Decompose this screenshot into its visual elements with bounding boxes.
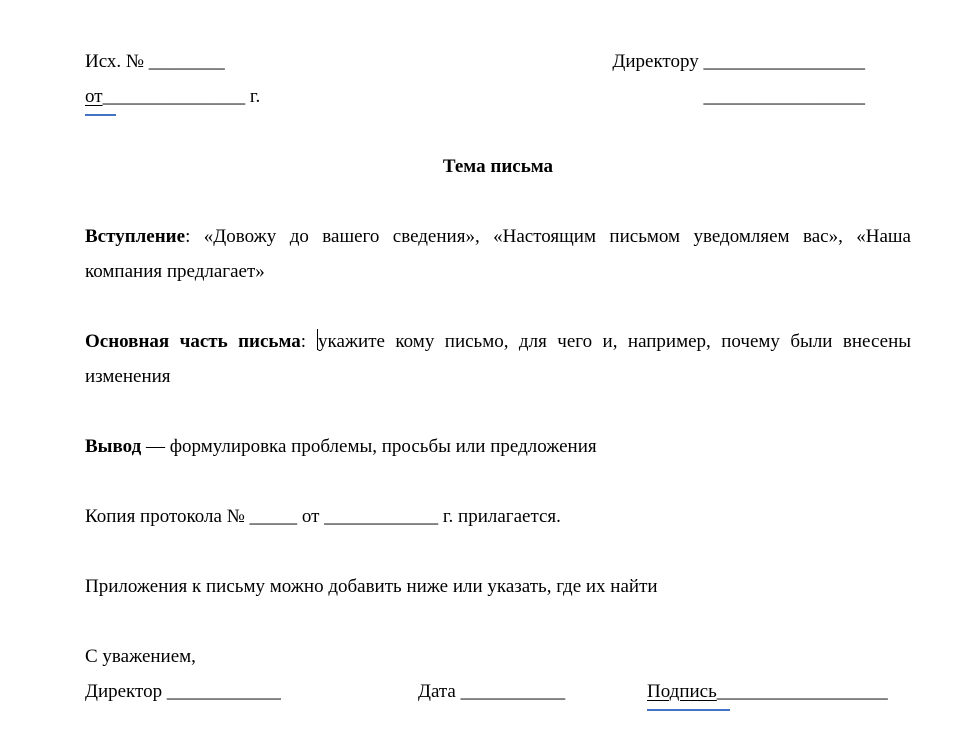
conclusion-paragraph[interactable] xyxy=(85,429,911,464)
date-line[interactable]: Дата ___________ xyxy=(418,681,566,702)
letter-header xyxy=(85,44,911,114)
addressee-blank-line[interactable] xyxy=(612,79,865,114)
grammar-marked-word-ot[interactable]: от xyxy=(85,79,103,114)
addressee-blank-text: _________________ xyxy=(703,86,865,107)
conclusion-text: — формулировка проблемы, просьбы или предложения xyxy=(141,436,597,457)
grammar-marked-word-podpis[interactable]: Подпись xyxy=(647,674,717,709)
main-part-label: Основная часть письма xyxy=(85,331,301,352)
outgoing-date-blank: _______________ г. xyxy=(102,86,261,107)
intro-text: : «Довожу до вашего сведения», «Настоящим письмом уведомляем вас», «Наша компания предлагает» xyxy=(85,226,911,282)
intro-paragraph[interactable] xyxy=(85,219,911,289)
outgoing-number-text: Исх. № ________ xyxy=(85,51,225,72)
signature-line[interactable] xyxy=(647,674,888,709)
addressee-block xyxy=(612,44,865,114)
addressee-line[interactable] xyxy=(612,44,865,79)
attachments-note-line[interactable]: Приложения к письму можно добавить ниже или указать, где их найти xyxy=(85,576,658,597)
signature-row xyxy=(85,674,911,709)
intro-label: Вступление xyxy=(85,226,186,247)
main-part-text: укажите кому письмо, для чего и, например, почему были внесены изменения xyxy=(85,331,911,387)
main-part-colon: : xyxy=(300,331,317,352)
protocol-copy-line[interactable]: Копия протокола № _____ от ____________ г. прилагается. xyxy=(85,506,561,527)
conclusion-label: Вывод xyxy=(85,436,142,457)
director-signature-line[interactable]: Директор ____________ xyxy=(85,681,281,702)
signature-blank: __________________ xyxy=(716,681,888,702)
main-part-paragraph[interactable] xyxy=(85,324,911,394)
addressee-text: Директору _________________ xyxy=(612,51,865,72)
letter-subject-title[interactable]: Тема письма xyxy=(442,156,554,177)
closing-line[interactable]: С уважением, xyxy=(85,646,196,667)
